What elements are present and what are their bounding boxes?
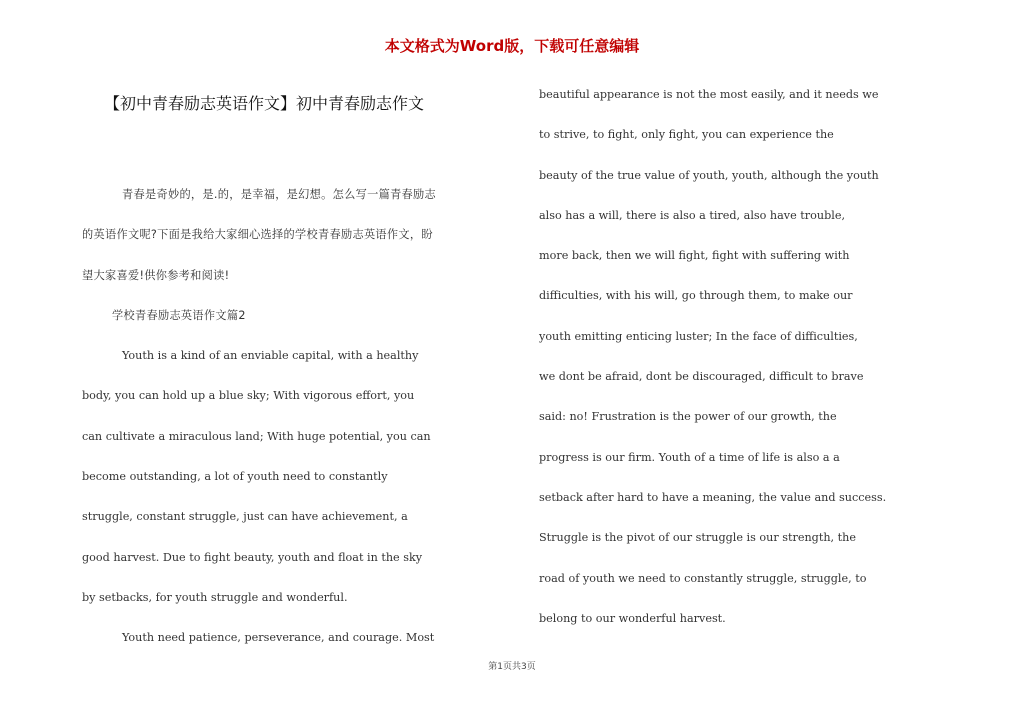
- text-line: to strive, to fight, only fight, you can experience the: [539, 128, 834, 142]
- word-version-banner: 本文格式为Word版，下载可任意编辑: [384, 37, 640, 55]
- text-line: by setbacks, for youth struggle and wonderful.: [82, 590, 348, 604]
- text-line: belong to our wonderful harvest.: [539, 611, 726, 625]
- text-line: struggle, constant struggle, just can have achievement, a: [82, 510, 408, 524]
- text-line: difficulties, with his will, go through them, to make our: [539, 289, 853, 303]
- text-line: said: no! Frustration is the power of our growth, the: [539, 410, 837, 424]
- left-text-column: [82, 184, 506, 668]
- text-line: we dont be afraid, dont be discouraged, difficult to brave: [539, 370, 864, 384]
- document-title: 【初中青春励志英语作文】初中青春励志作文: [104, 94, 425, 113]
- text-line: Youth is a kind of an enviable capital, with a healthy: [122, 349, 419, 363]
- text-line: progress is our firm. Youth of a time of life is also a a: [539, 450, 840, 464]
- text-line: beautiful appearance is not the most easily, and it needs we: [539, 88, 879, 101]
- text-line: Struggle is the pivot of our struggle is our strength, the: [539, 531, 856, 545]
- text-line: more back, then we will fight, fight with suffering with: [539, 249, 850, 263]
- section-heading: 学校青春励志英语作文篇2: [112, 308, 246, 322]
- text-line: body, you can hold up a blue sky; With vigorous effort, you: [82, 389, 415, 403]
- text-line: beauty of the true value of youth, youth, although the youth: [539, 168, 879, 182]
- text-line: 的英语作文呢?下面是我给大家细心选择的学校青春励志英语作文，盼: [82, 228, 433, 242]
- text-line: Youth need patience, perseverance, and courage. Most: [122, 631, 435, 645]
- text-line: setback after hard to have a meaning, the value and success.: [539, 490, 887, 504]
- text-line: can cultivate a miraculous land; With huge potential, you can: [82, 429, 431, 443]
- page-number-footer: 第1页共3页: [488, 662, 536, 672]
- text-line: 望大家喜爱!供你参考和阅读!: [82, 268, 230, 282]
- text-line: 青春是奇妙的，是.的，是幸福，是幻想。怎么写一篇青春励志: [122, 188, 437, 201]
- text-line: become outstanding, a lot of youth need to constantly: [82, 470, 388, 484]
- text-line: youth emitting enticing luster; In the face of difficulties,: [539, 329, 858, 343]
- right-text-column: [539, 84, 957, 648]
- text-line: road of youth we need to constantly struggle, struggle, to: [539, 571, 867, 585]
- text-line: good harvest. Due to fight beauty, youth and float in the sky: [82, 550, 423, 564]
- text-line: also has a will, there is also a tired, also have trouble,: [539, 208, 846, 222]
